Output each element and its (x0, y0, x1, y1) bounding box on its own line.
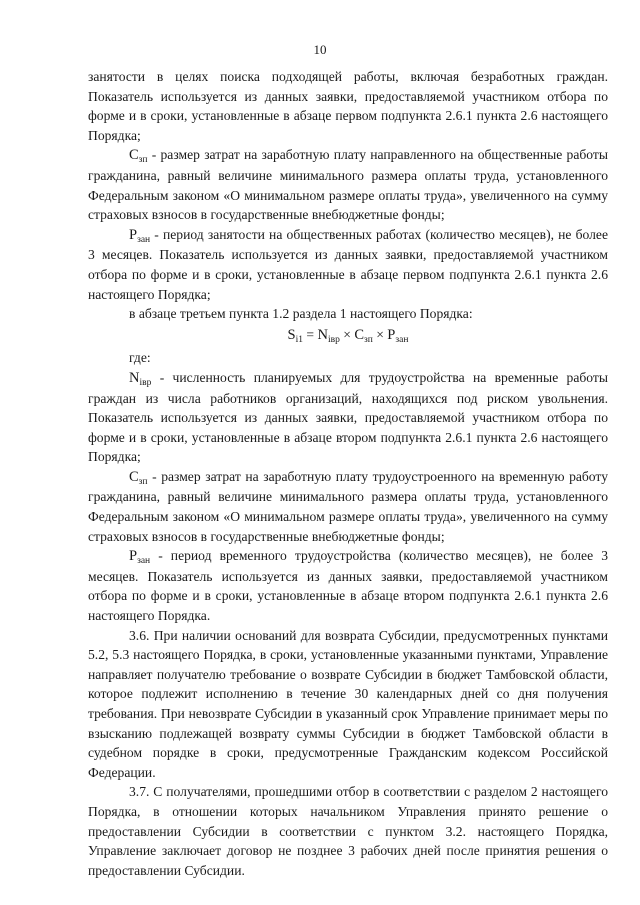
where-label: где: (129, 350, 151, 366)
definition-text: - размер затрат на заработную плату трудоустроенного на временную работу гражданина, равный величине минимального размера оплаты труда, установленного Федеральным законом «О минимальном размере оплаты труда», увеличенного на сумму страховых взносов в государственные внебюджетные фонды; (88, 468, 608, 544)
formula-c: С (354, 326, 364, 343)
formula-s-subscript: i1 (295, 334, 304, 345)
definition-c-zp-public (88, 145, 608, 224)
symbol: С (129, 147, 139, 164)
formula-p-subscript: зан (395, 334, 409, 345)
definition-text: - период занятости на общественных работах (количество месяцев), не более 3 месяцев. Показатель используется из данных заявки, предоставляемой участником отбора по форме и в сроки, установленные в абзаце первом подпункта 2.6.1 пункта 2.6 настоящего Порядка; (88, 226, 608, 302)
symbol-subscript: зан (137, 234, 151, 245)
definition-p-zan-public (88, 225, 608, 304)
definition-text: - период временного трудоустройства (количество месяцев), не более 3 месяцев. Показатель используется из данных заявки, предоставляемой участником отбора по форме и в сроки, установленные в абзаце втором подпункта 2.6.1 пункта 2.6 настоящего Порядка. (88, 548, 608, 624)
formula-s: S (287, 326, 296, 343)
definition-p-zan-temporary (88, 546, 608, 625)
formula-times: × (339, 326, 355, 342)
page-number: 10 (313, 42, 327, 57)
formula (88, 325, 608, 346)
paragraph-intro-formula: в абзаце третьем пункта 1.2 раздела 1 настоящего Порядка: (129, 306, 473, 322)
clause-3-6: 3.6. При наличии оснований для возврата Субсидии, предусмотренных пунктами 5.2, 5.3 настоящего Порядка, в сроки, установленные указанными пунктами, Управление направляет получателю требование о возврате Субсидии в бюджет Тамбовской области, которое подлежит исполнению в течение 30 календарных дней со дня получения требования. При невозврате Субсидии в указанный срок Управление принимает меры по взысканию подлежащей возврату суммы Субсидии в бюджет Тамбовской области в судебном порядке в сроки, предусмотренные Гражданским кодексом Российской Федерации. (88, 627, 608, 780)
document-body (88, 67, 608, 880)
symbol-subscript: зп (138, 476, 148, 487)
formula-n-subscript: iвр (327, 334, 340, 345)
formula-times: × (372, 326, 388, 342)
symbol-subscript: зан (137, 556, 151, 567)
symbol-subscript: зп (138, 155, 148, 166)
formula-equals: = (303, 326, 318, 342)
definition-text: - численность планируемых для трудоустройства на временные работы граждан из числа работников организаций, находящихся под риском увольнения. Показатель используется из данных заявки, предоставляемой участником отбора по форме и в сроки, установленные в абзаце втором подпункта 2.6.1 пункта 2.6 настоящего Порядка; (88, 369, 608, 465)
formula-n: N (317, 326, 328, 343)
paragraph-continuation: занятости в целях поиска подходящей работы, включая безработных граждан. Показатель используется из данных заявки, предоставляемой участником отбора по форме и в сроки, установленные в абзаце первом подпункта 2.6.1 пункта 2.6 настоящего Порядка; (88, 69, 608, 143)
definition-text: - размер затрат на заработную плату направленного на общественные работы гражданина, равный величине минимального размера оплаты труда, установленного Федеральным законом «О минимальном размере оплаты труда», увеличенного на сумму страховых взносов в государственные внебюджетные фонды; (88, 147, 608, 223)
formula-c-subscript: зп (363, 334, 373, 345)
definition-c-zp-temporary (88, 467, 608, 546)
definition-n-ivr (88, 368, 608, 467)
symbol: С (129, 468, 139, 485)
symbol: Р (129, 226, 138, 243)
symbol-subscript: iвр (139, 377, 152, 388)
formula-p: Р (387, 326, 396, 343)
symbol: Р (129, 548, 138, 565)
clause-3-7: 3.7. С получателями, прошедшими отбор в соответствии с разделом 2 настоящего Порядка, в отношении которых начальником Управления принято решение о предоставлении Субсидии в соответствии с пунктом 3.2. настоящего Порядка, Управление заключает договор не позднее 3 рабочих дней после принятия решения о предоставлении Субсидии. (88, 784, 608, 878)
symbol: N (129, 369, 140, 386)
